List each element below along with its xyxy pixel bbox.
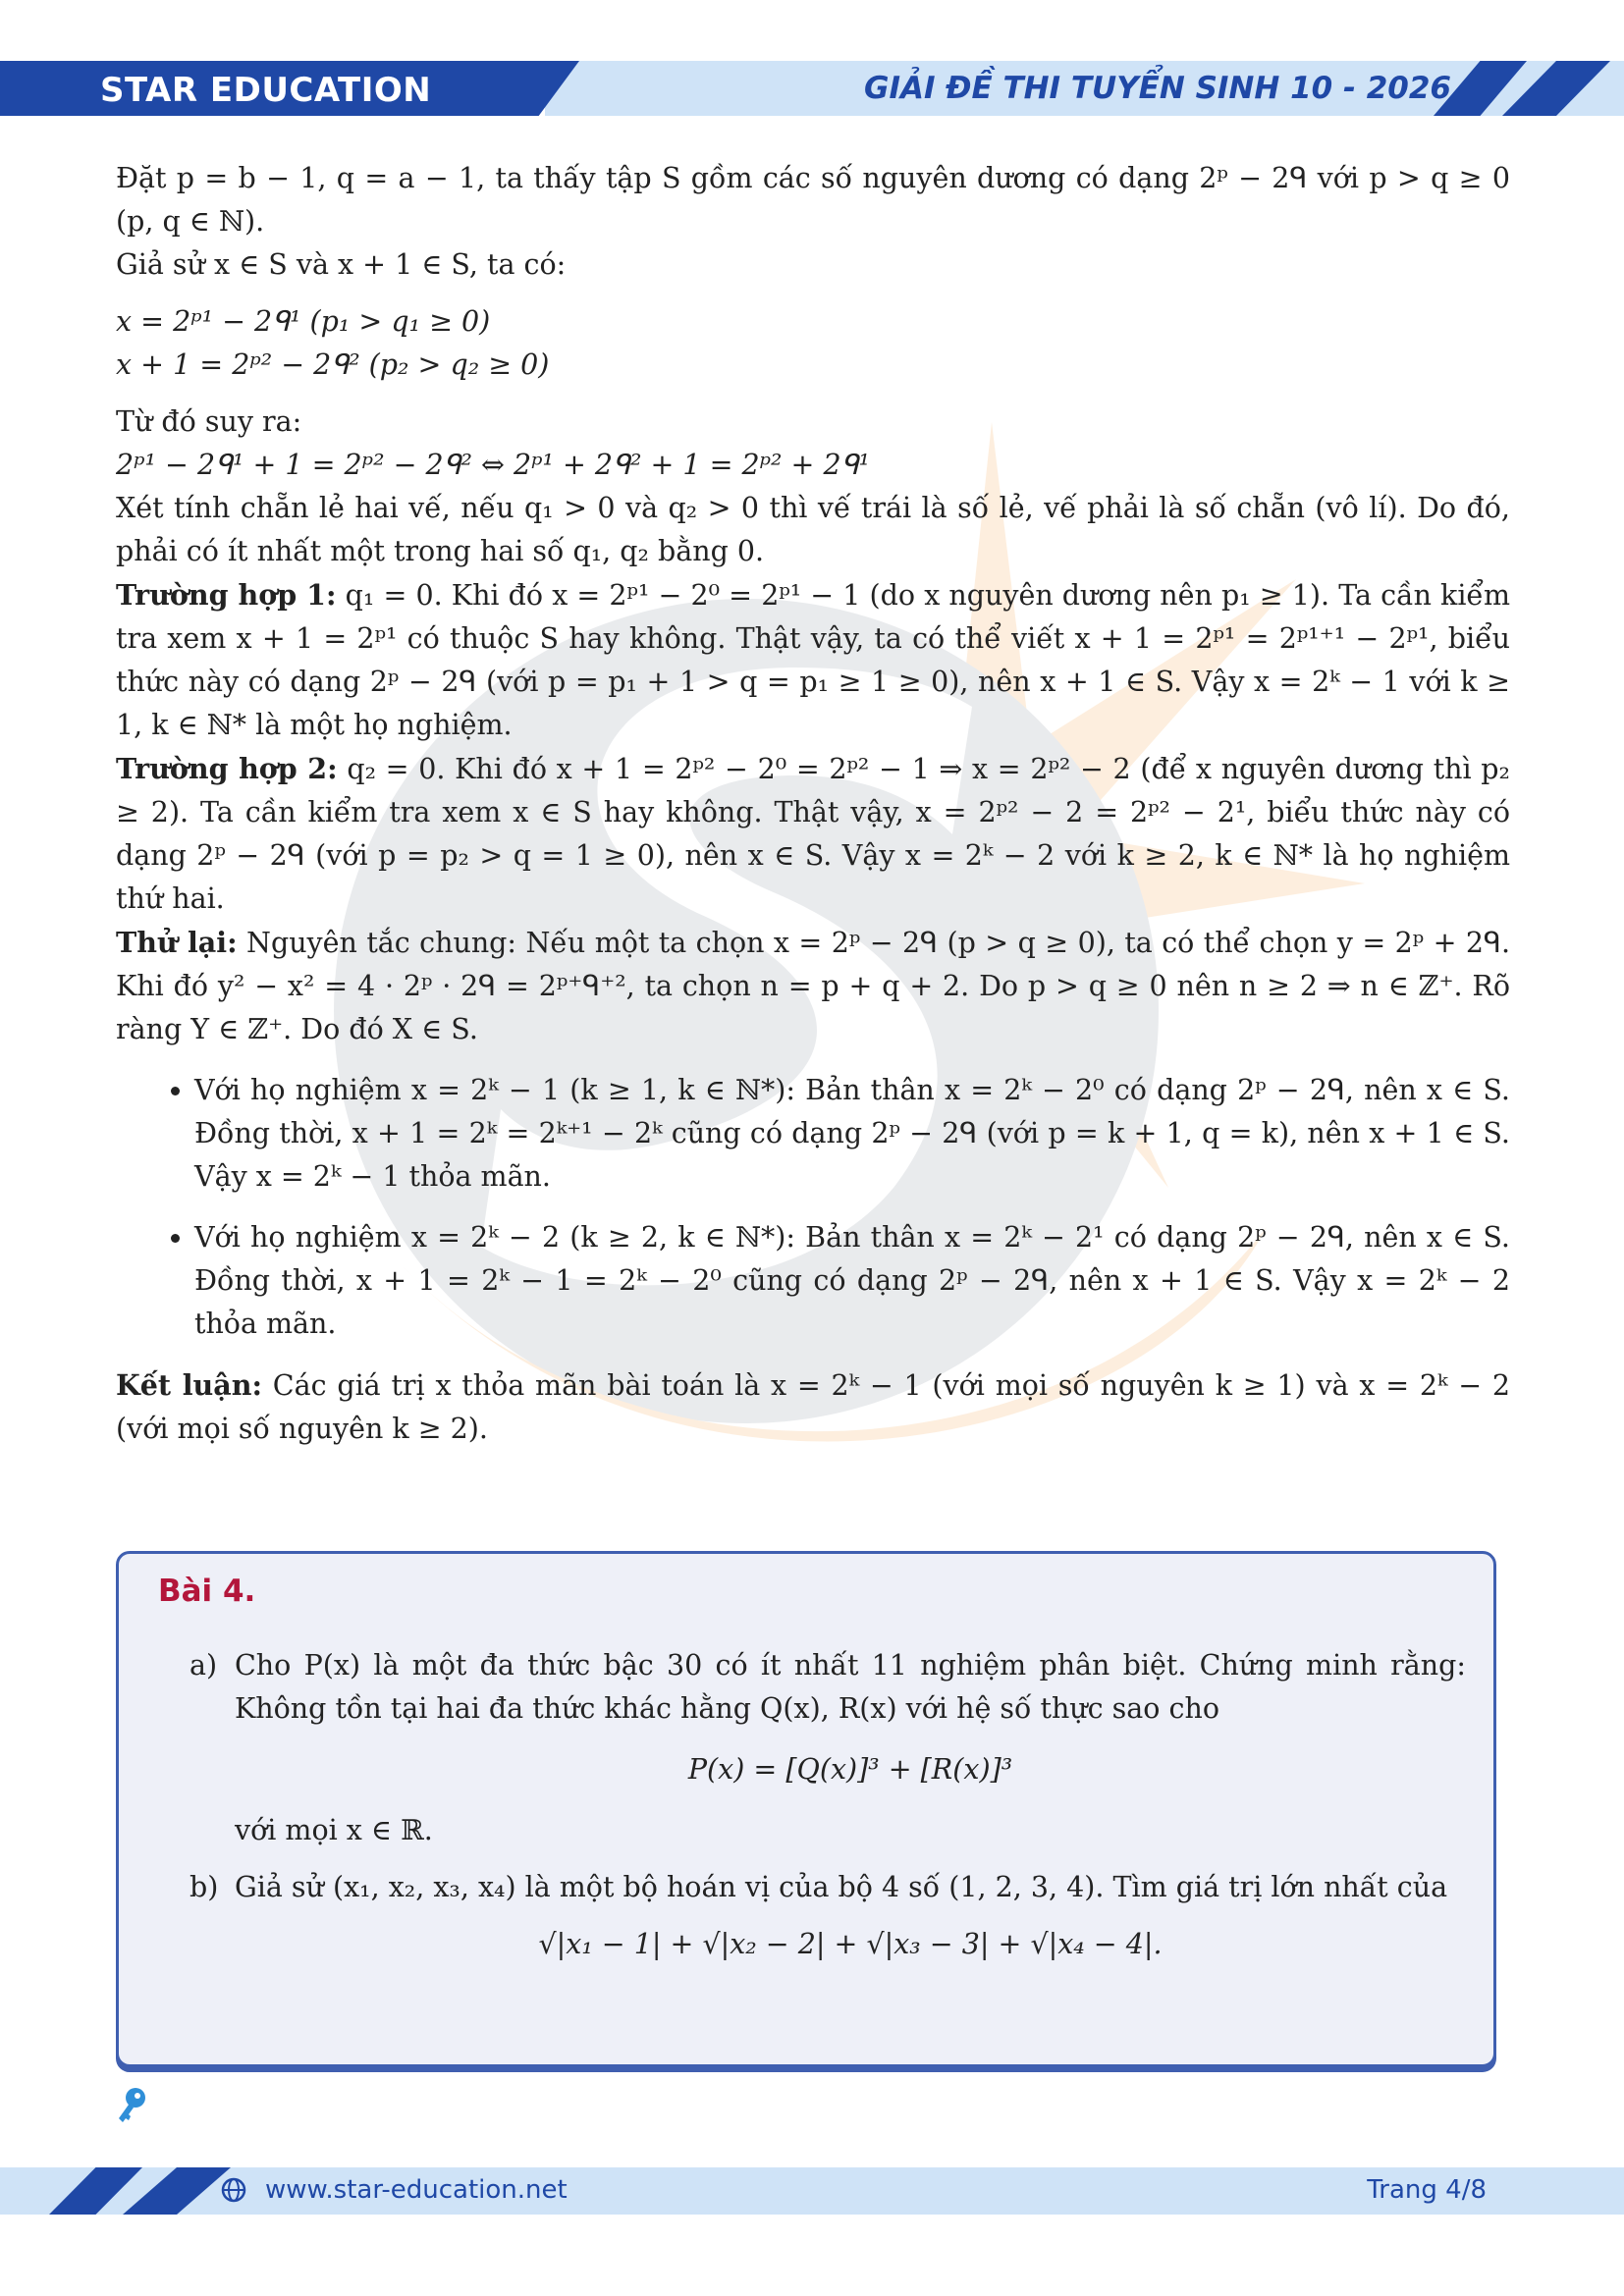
problem-part-a [189,1644,1466,1852]
equation: P(x) = [Q(x)]³ + [R(x)]³ [687,1753,1013,1786]
solution-content [116,157,1510,1451]
website-link[interactable]: www.star-education.net [265,2175,568,2205]
globe-icon [221,2177,246,2203]
conclusion-paragraph [116,1363,1510,1451]
problem-body [189,1644,1466,1986]
equation: 2ᵖ¹ − 2ᑫ¹ + 1 = 2ᵖ² − 2ᑫ² ⇔ 2ᵖ¹ + 2ᑫ² + 1 = 2ᵖ² + 2ᑫ¹ [116,449,870,481]
footer-stripe [123,2167,231,2215]
paragraph: Xét tính chẵn lẻ hai vế, nếu q₁ > 0 và q₂ > 0 thì vế trái là số lẻ, vế phải là số chẵn (vô lí). Do đó, phải có ít nhất một trong hai số q₁, q₂ bằng 0. [116,492,1510,567]
equation: x = 2ᵖ¹ − 2ᑫ¹ (p₁ > q₁ ≥ 0) [116,305,491,338]
part-label: a) [189,1649,218,1682]
problem-box [116,1551,1496,2067]
list-item: • Với họ nghiệm x = 2ᵏ − 1 (k ≥ 1, k ∈ ℕ*): Bản thân x = 2ᵏ − 2⁰ có dạng 2ᵖ − 2ᑫ, nên x ∈ S. Đồng thời, x + 1 = 2ᵏ = 2ᵏ⁺¹ − 2ᵏ cũng có dạng 2ᵖ − 2ᑫ (với p = k + 1, q = k), nên x + 1 ∈ S. Vậy x = 2ᵏ − 1 thỏa mãn. [194,1069,1510,1199]
part-label: b) [189,1871,219,1903]
part-b-content [235,1866,1466,1972]
page-number: Trang 4/8 [1367,2175,1487,2205]
conclusion-label: Kết luận: [116,1368,262,1402]
paragraph: Giả sử x ∈ S và x + 1 ∈ S, ta có: [116,248,567,281]
case-1-text: q₁ = 0. Khi đó x = 2ᵖ¹ − 2⁰ = 2ᵖ¹ − 1 (do x nguyên dương nên p₁ ≥ 1). Ta cần kiểm tra xem x + 1 = 2ᵖ¹ có thuộc S hay không. Thật vậy, ta có thể viết x + 1 = 2ᵖ¹ = 2ᵖ¹⁺¹ − 2ᵖ¹, biểu thức này có dạng 2ᵖ − 2ᑫ (với p = p₁ + 1 > q = p₁ ≥ 1 ≥ 0), nên x + 1 ∈ S. Vậy x = 2ᵏ − 1 với k ≥ 1, k ∈ ℕ* là một họ nghiệm. [116,579,1510,741]
exam-title: GIẢI ĐỀ THI TUYỂN SINH 10 - 2026 [864,71,1451,106]
brand-name: STAR EDUCATION [100,71,432,110]
case-1-paragraph [116,573,1510,747]
page-header [0,61,1624,116]
problem-title: Bài 4. [158,1574,256,1609]
conclusion-text: Các giá trị x thỏa mãn bài toán là x = 2ᵏ − 1 (với mọi số nguyên k ≥ 1) và x = 2ᵏ − 2 (với mọi số nguyên k ≥ 2). [116,1369,1510,1445]
part-b-text: Giả sử (x₁, x₂, x₃, x₄) là một bộ hoán vị của bộ 4 số (1, 2, 3, 4). Tìm giá trị lớn nhất của [235,1871,1448,1903]
key-icon [116,2086,149,2125]
problem-part-b [189,1866,1466,1972]
case-2-label: Trường hợp 2: [116,752,338,785]
equation: √|x₁ − 1| + √|x₂ − 2| + √|x₃ − 3| + √|x₄ − 4|. [538,1928,1163,1960]
bullet-list [116,1069,1510,1346]
part-a-after: với mọi x ∈ ℝ. [235,1814,433,1846]
page-footer [0,2167,1624,2215]
part-a-text: Cho P(x) là một đa thức bậc 30 có ít nhất 11 nghiệm phân biệt. Chứng minh rằng: Không tồn tại hai đa thức khác hằng Q(x), R(x) với hệ số thực sao cho [235,1649,1466,1725]
part-a-content [235,1644,1466,1852]
paragraph: Từ đó suy ra: [116,405,302,438]
case-2-text: q₂ = 0. Khi đó x + 1 = 2ᵖ² − 2⁰ = 2ᵖ² − 1 ⇒ x = 2ᵖ² − 2 (để x nguyên dương thì p₂ ≥ 2). Ta cần kiểm tra xem x ∈ S hay không. Thật vậy, x = 2ᵖ² − 2 = 2ᵖ² − 2¹, biểu thức này có dạng 2ᵖ − 2ᑫ (với p = p₂ > q = 1 ≥ 0), nên x ∈ S. Vậy x = 2ᵏ − 2 với k ≥ 2, k ∈ ℕ* là họ nghiệm thứ hai. [116,753,1510,915]
paragraph: Đặt p = b − 1, q = a − 1, ta thấy tập S gồm các số nguyên dương có dạng 2ᵖ − 2ᑫ với p > q ≥ 0 (p, q ∈ ℕ). [116,162,1510,238]
check-label: Thử lại: [116,926,238,959]
check-paragraph [116,921,1510,1051]
list-item: • Với họ nghiệm x = 2ᵏ − 2 (k ≥ 2, k ∈ ℕ*): Bản thân x = 2ᵏ − 2¹ có dạng 2ᵖ − 2ᑫ, nên x ∈ S. Đồng thời, x + 1 = 2ᵏ − 1 = 2ᵏ − 2⁰ cũng có dạng 2ᵖ − 2ᑫ, nên x + 1 ∈ S. Vậy x = 2ᵏ − 2 thỏa mãn. [194,1216,1510,1346]
footer-stripe [49,2167,142,2215]
equation: x + 1 = 2ᵖ² − 2ᑫ² (p₂ > q₂ ≥ 0) [116,348,550,381]
check-text: Nguyên tắc chung: Nếu một ta chọn x = 2ᵖ − 2ᑫ (p > q ≥ 0), ta có thể chọn y = 2ᵖ + 2ᑫ. Khi đó y² − x² = 4 · 2ᵖ · 2ᑫ = 2ᵖ⁺ᑫ⁺², ta chọn n = p + q + 2. Do p > q ≥ 0 nên n ≥ 2 ⇒ n ∈ ℤ⁺. Rõ ràng Y ∈ ℤ⁺. Do đó X ∈ S. [116,927,1510,1045]
case-2-paragraph [116,747,1510,921]
case-1-label: Trường hợp 1: [116,578,337,612]
